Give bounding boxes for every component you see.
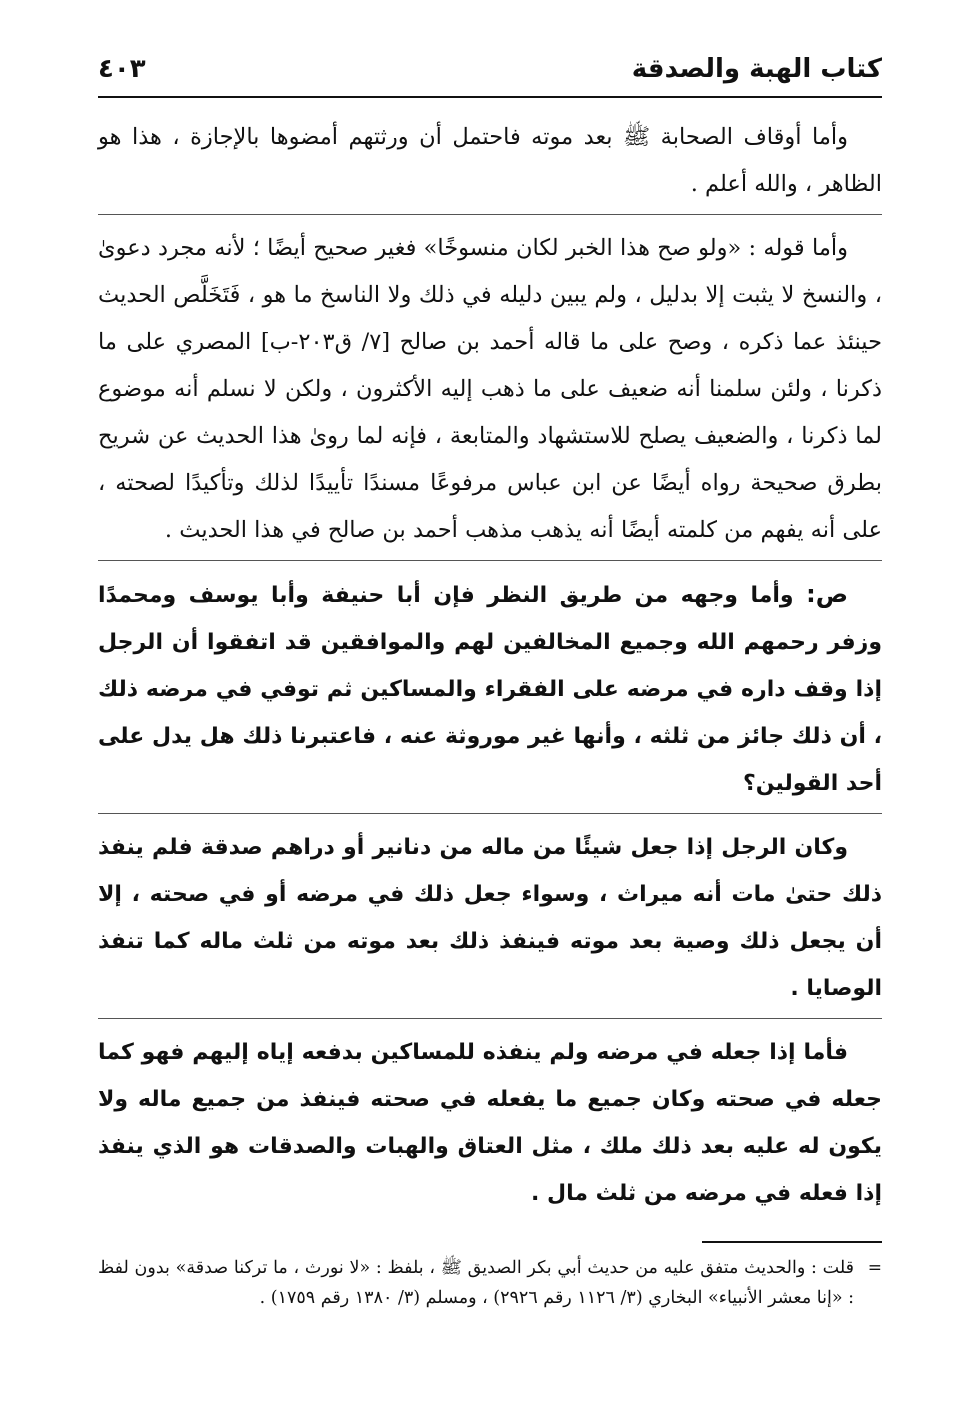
footnote-text: قلت : والحديث متفق عليه من حديث أبي بكر الصديق ﷺ ، بلفظ : «لا نورث ، ما تركنا صدقة» بدون لفظ : «إنا معشر الأنبياء» البخاري (٣/ ١١٢٦ رقم ٢٩٢٦) ، ومسلم (٣/ ١٣٨٠ رقم ١٧٥٩) . [98, 1258, 854, 1308]
bold-paragraph-2: وكان الرجل إذا جعل شيئًا من ماله من دنانير أو دراهم صدقة فلم ينفذ ذلك حتىٰ مات أنه ميراث ، وسواء جعل ذلك في مرضه أو في صحته ، إلا أن يجعل ذلك وصية بعد موته فينفذ ذلك بعد موته من ثلث ماله كما تنفذ الوصايا . [98, 835, 882, 1001]
paragraph-2: وأما قوله : «ولو صح هذا الخبر لكان منسوخًا» فغير صحيح أيضًا ؛ لأنه مجرد دعوىٰ ، والنسخ لا يثبت إلا بدليل ، ولم يبين دليله في ذلك ولا الناسخ ما هو ، فَتَخَلَّص الحديث حينئذ عما ذكره ، وصح على ما قاله أحمد بن صالح [٧/ ق٢٠٣-ب] المصري على ما ذكرنا ، ولئن سلمنا أنه ضعيف على ما ذهب إليه الأكثرون ، ولكن لا نسلم أنه موضوع لما ذكرنا ، والضعيف يصلح للاستشهاد والمتابعة ، فإنه لما روىٰ هذا الحديث عن شريح بطرق صحيحة رواه أيضًا عن ابن عباس مرفوعًا مسندًا تأييدًا لذلك وتأكيدًا لصحته ، على أنه يفهم من كلمته أيضًا أنه يذهب مذهب أحمد بن صالح في هذا الحديث . [98, 235, 882, 543]
paragraph-divider [98, 214, 882, 215]
page-number: ٤٠٣ [98, 54, 146, 84]
footnote-rule [702, 1241, 882, 1243]
running-header [98, 40, 882, 98]
paragraph-divider [98, 813, 882, 814]
main-text [98, 114, 882, 1217]
paragraph-divider [98, 1018, 882, 1019]
bold-paragraph-1 [98, 571, 882, 807]
footnote-marker: = [867, 1258, 882, 1278]
bold-paragraph-1-text: وأما وجهه من طريق النظر فإن أبا حنيفة وأبا يوسف ومحمدًا وزفر رحمهم الله وجميع المخالفين لهم والموافقين قد اتفقوا أن الرجل إذا وقف داره في مرضه على الفقراء والمساكين ثم توفي في مرضه ذلك ، أن ذلك جائز من ثلثه ، وأنها غير موروثة عنه ، فاعتبرنا ذلك هل يدل على أحد القولين؟ [98, 583, 882, 796]
chapter-title: كتاب الهبة والصدقة [631, 54, 882, 84]
paragraph-divider [98, 560, 882, 561]
bold-paragraph-3: فأما إذا جعله في مرضه ولم ينفذه للمساكين بدفعه إياه إليهم فهو كما جعله في صحته وكان جميع ما يفعله في صحته فينفذ من جميع ماله ولا يكون له عليه بعد ذلك ملك ، مثل العتاق والهبات والصدقات هو الذي ينفذ إذا فعله في مرضه من ثلث مال . [98, 1040, 882, 1206]
page [98, 40, 882, 1380]
footnote [98, 1253, 882, 1313]
paragraph-1: وأما أوقاف الصحابة ﷺ بعد موته فاحتمل أن ورثتهم أمضوها بالإجازة ، هذا هو الظاهر ، والله أعلم . [98, 124, 882, 197]
section-label: ص: [806, 580, 848, 608]
